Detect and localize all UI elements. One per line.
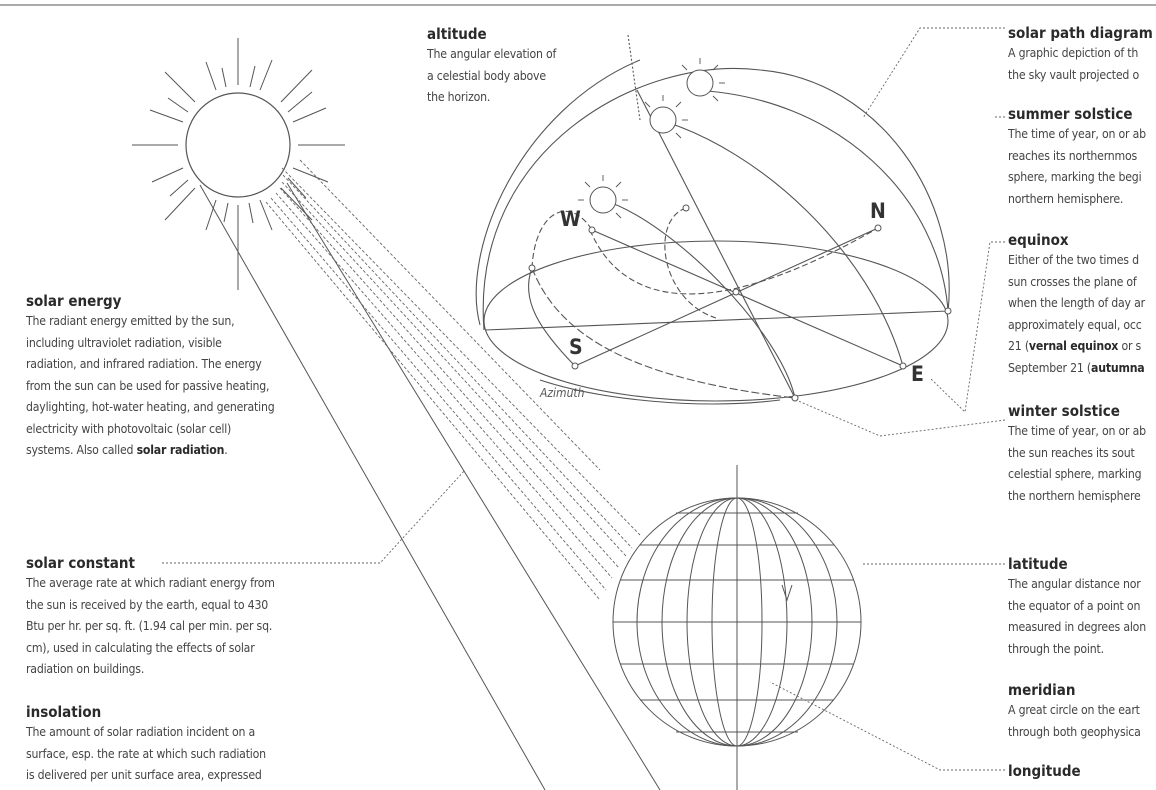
entry-longitude	[1008, 762, 1081, 781]
entry-term: solar path diagram	[1008, 24, 1153, 42]
entry-term: winter solstice	[1008, 402, 1120, 420]
entry-solar-energy: solar energy The radiant energy emitted by the sun, including ultraviolet radiation, visible radiation, and infrared radiation. The energy from the sun can be used for passive heating, daylighting, hot-water heating, and generating electricity with photovoltaic (solar cell) systems. Also called solar radiation.	[26, 292, 275, 457]
south-label: S	[569, 335, 583, 359]
entry-winter-solstice: winter solstice The time of year, on or ab the sun reaches its sout celestial sphere, marking the northern hemisphere	[1008, 402, 1146, 503]
entry-solar-constant: solar constant The average rate at which radiant energy from the sun is received by the earth, equal to 430 Btu per hr. per sq. ft. (1.94 cal per min. per sq. cm), used in calculating the effects of solar radiation on buildings.	[26, 554, 275, 676]
entry-term: equinox	[1008, 231, 1069, 249]
entry-term: insolation	[26, 703, 102, 721]
azimuth-label: Azimuth	[540, 386, 585, 400]
entry-altitude: altitude The angular elevation of a celestial body above the horizon.	[427, 25, 557, 104]
entry-term: longitude	[1008, 762, 1081, 780]
entry-solar-path-diagram: solar path diagram A graphic depiction of th the sky vault projected o	[1008, 24, 1153, 82]
entry-term: latitude	[1008, 555, 1068, 573]
entry-term: meridian	[1008, 681, 1076, 699]
entry-summer-solstice: summer solstice The time of year, on or ab reaches its northernmos sphere, marking the begi northern hemisphere.	[1008, 105, 1146, 206]
entry-term: solar energy	[26, 292, 122, 310]
sun-position-icons	[590, 70, 713, 213]
entry-term: summer solstice	[1008, 105, 1133, 123]
west-label: W	[560, 207, 581, 231]
globe	[613, 465, 861, 790]
entry-equinox: equinox Either of the two times d sun crosses the plane of when the length of day ar approximately equal, occ 21 (vernal equinox or s September 21 (autumna	[1008, 231, 1145, 375]
entry-meridian: meridian A great circle on the eart through both geophysica	[1008, 681, 1141, 739]
north-label: N	[870, 199, 886, 223]
entry-term: solar constant	[26, 554, 135, 572]
entry-insolation: insolation The amount of solar radiation incident on a surface, esp. the rate at which such radiation is delivered per unit surface area, expressed	[26, 703, 266, 782]
radiation-lines	[200, 183, 660, 790]
dashed-radiation-lines	[266, 160, 640, 600]
entry-latitude: latitude The angular distance nor the equator of a point on measured in degrees alon through the point.	[1008, 555, 1146, 656]
entry-term: altitude	[427, 25, 487, 43]
east-label: E	[911, 362, 924, 386]
